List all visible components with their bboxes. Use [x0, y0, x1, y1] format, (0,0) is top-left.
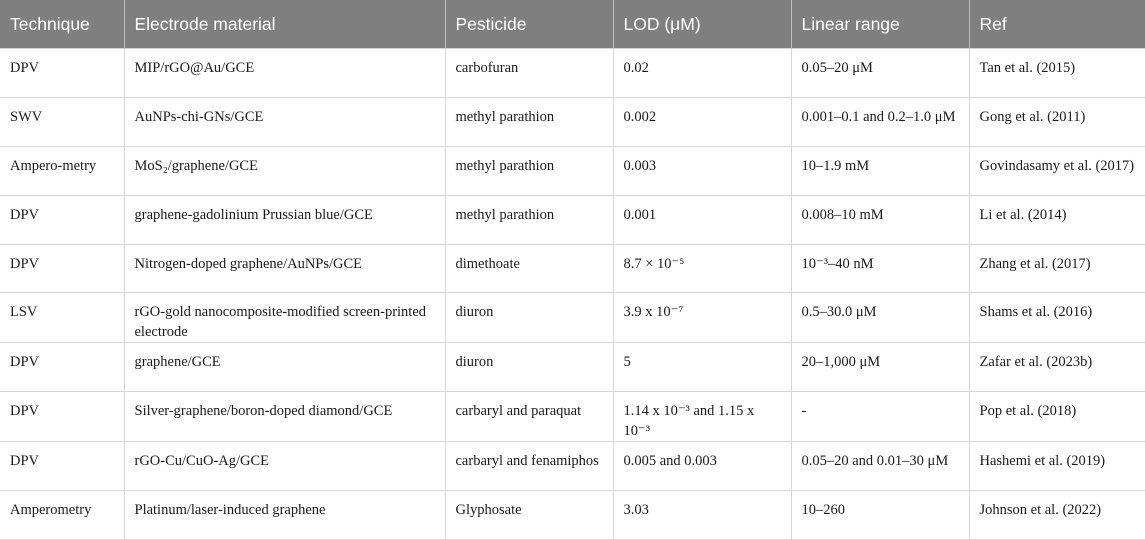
- table-header: [0, 0, 1145, 49]
- ref-cell: Gong et al. (2011): [969, 97, 1145, 146]
- lod-cell: 3.03: [613, 491, 791, 540]
- electrode-material-cell: rGO-gold nanocomposite-modified screen-printed electrode: [124, 293, 445, 343]
- ref-cell: Zhang et al. (2017): [969, 244, 1145, 293]
- pesticide-cell: Glyphosate: [445, 491, 613, 540]
- ref-cell: Hashemi et al. (2019): [969, 442, 1145, 491]
- linear-range-cell: 0.05–20 μM: [791, 49, 969, 98]
- linear-range-cell: 0.001–0.1 and 0.2–1.0 μM: [791, 97, 969, 146]
- table-row: [0, 146, 1145, 195]
- table-row: [0, 244, 1145, 293]
- pesticide-cell: dimethoate: [445, 244, 613, 293]
- electrode-material-cell: rGO-Cu/CuO-Ag/GCE: [124, 442, 445, 491]
- pesticide-cell: methyl parathion: [445, 97, 613, 146]
- electrode-material-cell: Platinum/laser-induced graphene: [124, 491, 445, 540]
- technique-cell: SWV: [0, 97, 124, 146]
- electrode-material-cell: MoS₂/graphene/GCE: [124, 146, 445, 195]
- header-ref: Ref: [969, 0, 1145, 49]
- technique-cell: LSV: [0, 293, 124, 343]
- linear-range-cell: -: [791, 392, 969, 442]
- linear-range-cell: 0.008–10 mM: [791, 195, 969, 244]
- linear-range-cell: 10–1.9 mM: [791, 146, 969, 195]
- ref-cell: Shams et al. (2016): [969, 293, 1145, 343]
- linear-range-cell: 0.5–30.0 μM: [791, 293, 969, 343]
- electrode-material-cell: AuNPs-chi-GNs/GCE: [124, 97, 445, 146]
- pesticide-cell: diuron: [445, 293, 613, 343]
- pesticide-cell: diuron: [445, 343, 613, 392]
- technique-cell: DPV: [0, 244, 124, 293]
- table-row: [0, 195, 1145, 244]
- lod-cell: 3.9 x 10⁻⁷: [613, 293, 791, 343]
- electrode-material-cell: graphene/GCE: [124, 343, 445, 392]
- linear-range-cell: 0.05–20 and 0.01–30 μM: [791, 442, 969, 491]
- ref-cell: Pop et al. (2018): [969, 392, 1145, 442]
- linear-range-cell: 10⁻³–40 nM: [791, 244, 969, 293]
- table-body: [0, 49, 1145, 540]
- pesticide-cell: methyl parathion: [445, 195, 613, 244]
- lod-cell: 0.02: [613, 49, 791, 98]
- header-lod: LOD (μM): [613, 0, 791, 49]
- pesticide-cell: carbaryl and fenamiphos: [445, 442, 613, 491]
- electrode-material-cell: graphene-gadolinium Prussian blue/GCE: [124, 195, 445, 244]
- ref-cell: Tan et al. (2015): [969, 49, 1145, 98]
- electrode-material-cell: Silver-graphene/boron-doped diamond/GCE: [124, 392, 445, 442]
- ref-cell: Johnson et al. (2022): [969, 491, 1145, 540]
- header-technique: Technique: [0, 0, 124, 49]
- lod-cell: 0.005 and 0.003: [613, 442, 791, 491]
- technique-cell: DPV: [0, 49, 124, 98]
- ref-cell: Zafar et al. (2023b): [969, 343, 1145, 392]
- header-row: [0, 0, 1145, 49]
- header-linear-range: Linear range: [791, 0, 969, 49]
- technique-cell: DPV: [0, 343, 124, 392]
- header-pesticide: Pesticide: [445, 0, 613, 49]
- ref-cell: Li et al. (2014): [969, 195, 1145, 244]
- lod-cell: 0.003: [613, 146, 791, 195]
- linear-range-cell: 20–1,000 μM: [791, 343, 969, 392]
- lod-cell: 0.002: [613, 97, 791, 146]
- pesticide-cell: carbaryl and paraquat: [445, 392, 613, 442]
- linear-range-cell: 10–260: [791, 491, 969, 540]
- table-row: [0, 49, 1145, 98]
- table-row: [0, 392, 1145, 442]
- lod-cell: 1.14 x 10⁻³ and 1.15 x 10⁻³: [613, 392, 791, 442]
- technique-cell: Ampero-metry: [0, 146, 124, 195]
- technique-cell: DPV: [0, 392, 124, 442]
- technique-cell: DPV: [0, 195, 124, 244]
- lod-cell: 8.7 × 10⁻⁵: [613, 244, 791, 293]
- technique-cell: Amperometry: [0, 491, 124, 540]
- table-row: [0, 293, 1145, 343]
- table-row: [0, 97, 1145, 146]
- table-row: [0, 491, 1145, 540]
- electrode-material-cell: Nitrogen-doped graphene/AuNPs/GCE: [124, 244, 445, 293]
- lod-cell: 5: [613, 343, 791, 392]
- pesticide-cell: carbofuran: [445, 49, 613, 98]
- table-row: [0, 343, 1145, 392]
- header-electrode-material: Electrode material: [124, 0, 445, 49]
- table-row: [0, 442, 1145, 491]
- pesticide-cell: methyl parathion: [445, 146, 613, 195]
- technique-cell: DPV: [0, 442, 124, 491]
- electrode-material-cell: MIP/rGO@Au/GCE: [124, 49, 445, 98]
- lod-cell: 0.001: [613, 195, 791, 244]
- ref-cell: Govindasamy et al. (2017): [969, 146, 1145, 195]
